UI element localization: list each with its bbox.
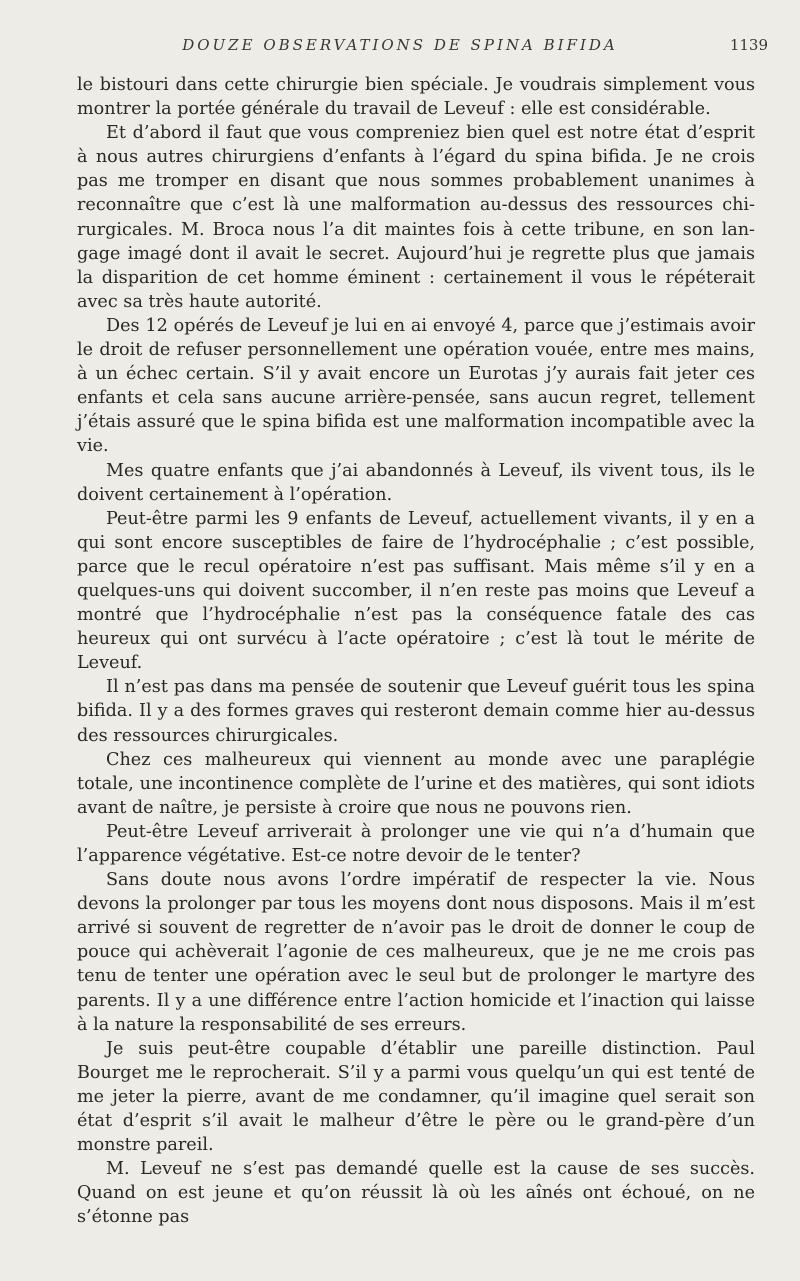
paragraph: le bistouri dans cette chirurgie bien spéciale. Je voudrais simplement vous montrer la portée générale du travail de Leveuf : elle est considérable. bbox=[77, 75, 755, 120]
running-header bbox=[0, 36, 800, 60]
paragraph: Il n’est pas dans ma pensée de soutenir que Leveuf guérit tous les spina bifida. Il y a des formes graves qui resteront demain comme hier au-dessus des ressources chirurgicales. bbox=[77, 677, 755, 746]
paragraph: Et d’abord il faut que vous compreniez bien quel est notre état d’esprit à nous autres chirurgiens d’enfants à l’égard du spina bifida. Je ne crois pas me tromper en disant que nous sommes probablement unanimes à reconnaître que c’est là une malformation au-dessus des ressources chirurgicales. M. Broca nous l’a dit maintes fois à cette tribune, en son langage imagé dont il avait le secret. Aujourd’hui je regrette plus que jamais la disparition de cet homme éminent : certainement il vous le répéterait avec sa très haute autorité. bbox=[77, 123, 755, 312]
paragraph: Peut-être Leveuf arriverait à prolonger une vie qui n’a d’humain que l’apparence végétative. Est-ce notre devoir de le tenter? bbox=[77, 821, 755, 866]
paragraph: Sans doute nous avons l’ordre impératif de respecter la vie. Nous devons la prolonger par tous les moyens dont nous disposons. Mais il m’est arrivé si souvent de regretter de n’avoir pas le droit de donner le coup de pouce qui achèverait l’agonie de ces malheureux, que je ne me crois pas tenu de tenter une opération avec le seul but de prolonger le martyre des parents. Il y a une différence entre l’action homicide et l’inaction qui laisse à la nature la responsabilité de ses erreurs. bbox=[77, 870, 755, 1035]
paragraph: Mes quatre enfants que j’ai abandonnés à Leveuf, ils vivent tous, ils le doivent certainement à l’opération. bbox=[77, 460, 755, 505]
page-number: 1139 bbox=[729, 36, 768, 54]
paragraph: Des 12 opérés de Leveuf je lui en ai envoyé 4, parce que j’estimais avoir le droit de refuser personnellement une opération vouée, entre mes mains, à un échec certain. S’il y avait encore un Eurotas j’y aurais fait jeter ces enfants et cela sans aucune arrière-pensée, sans aucun regret, tellement j’étais assuré que le spina bifida est une malformation incompatible avec la vie. bbox=[77, 315, 755, 457]
body-text bbox=[77, 73, 755, 1230]
running-title: DOUZE OBSERVATIONS DE SPINA BIFIDA bbox=[182, 36, 618, 54]
paragraph: M. Leveuf ne s’est pas demandé quelle est la cause de ses succès. Quand on est jeune et qu’on réussit là où les aînés ont échoué, on ne s’étonne pas bbox=[77, 1159, 755, 1228]
paragraph: Chez ces malheureux qui viennent au monde avec une paraplégie totale, une incontinence complète de l’urine et des matières, qui sont idiots avant de naître, je persiste à croire que nous ne pouvons rien. bbox=[77, 749, 755, 818]
paragraph: Je suis peut-être coupable d’établir une pareille distinction. Paul Bourget me le reprocherait. S’il y a parmi vous quelqu’un qui est tenté de me jeter la pierre, avant de me condamner, qu’il imagine quel serait son état d’esprit s’il avait le malheur d’être le père ou le grand-père d’un monstre pareil. bbox=[77, 1038, 755, 1156]
paragraph: Peut-être parmi les 9 enfants de Leveuf, actuellement vivants, il y en a qui sont encore susceptibles de faire de l’hydrocéphalie ; c’est possible, parce que le recul opératoire n’est pas suffisant. Mais même s’il y en a quelques-uns qui doivent succomber, il n’en reste pas moins que Leveuf a montré que l’hydrocéphalie n’est pas la conséquence fatale des cas heureux qui ont survécu à l’acte opératoire ; c’est là tout le mérite de Leveuf. bbox=[77, 508, 755, 674]
